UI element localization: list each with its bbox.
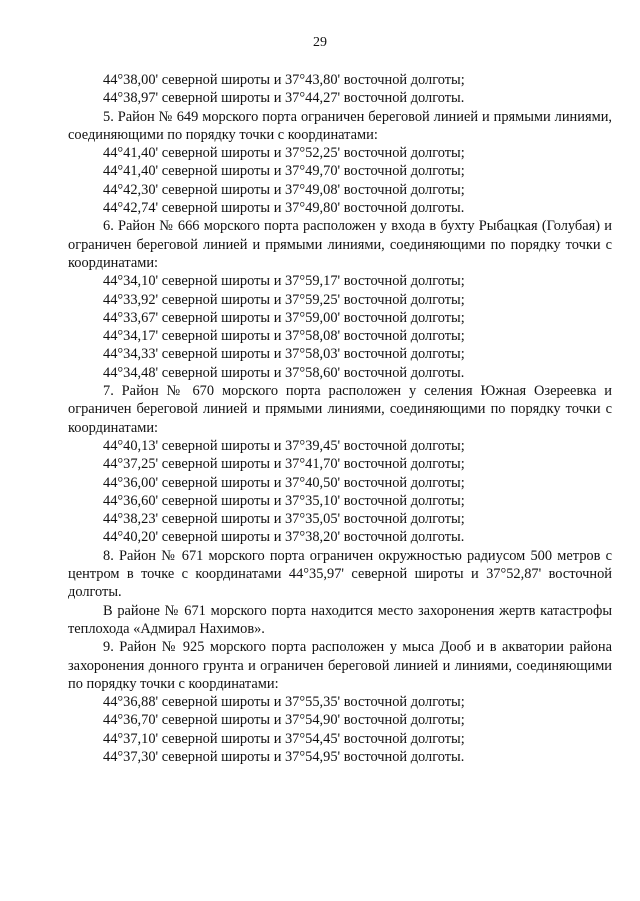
coordinate-line: 44°42,74' северной широты и 37°49,80' восточной долготы.: [103, 200, 465, 217]
coordinate-line: 44°36,88' северной широты и 37°55,35' восточной долготы;: [103, 694, 465, 711]
coordinate-line: 44°34,10' северной широты и 37°59,17' восточной долготы;: [103, 273, 465, 290]
section-paragraph: 7. Район № 670 морского порта расположен у селения Южная Озереевка и ограничен береговой линией и прямыми линиями, соединяющими по порядку точки с координатами:: [68, 383, 612, 436]
coordinate-line: 44°33,67' северной широты и 37°59,00' восточной долготы;: [103, 309, 465, 326]
page-number: 29: [313, 35, 327, 50]
coordinate-line: 44°36,60' северной широты и 37°35,10' восточной долготы;: [103, 492, 465, 509]
coordinate-line: 44°41,40' северной широты и 37°52,25' восточной долготы;: [103, 145, 465, 162]
coordinate-line: 44°42,30' северной широты и 37°49,08' восточной долготы;: [103, 181, 465, 198]
section-paragraph: В районе № 671 морского порта находится место захоронения жертв катастрофы теплохода «Адмирал Нахимов».: [68, 602, 612, 637]
coordinate-line: 44°36,70' северной широты и 37°54,90' восточной долготы;: [103, 712, 465, 729]
section-paragraph: 6. Район № 666 морского порта расположен у входа в бухту Рыбацкая (Голубая) и ограничен береговой линией и прямыми линиями, соединяющими по порядку точки с координатами:: [68, 218, 612, 271]
coordinate-line: 44°37,30' северной широты и 37°54,95' восточной долготы.: [103, 748, 465, 765]
coordinate-line: 44°33,92' северной широты и 37°59,25' восточной долготы;: [103, 291, 465, 308]
coordinate-line: 44°40,20' северной широты и 37°38,20' восточной долготы.: [103, 529, 465, 546]
coordinate-line: 44°34,17' северной широты и 37°58,08' восточной долготы;: [103, 328, 465, 345]
document-body: [68, 71, 612, 766]
coordinate-line: 44°37,25' северной широты и 37°41,70' восточной долготы;: [103, 456, 465, 473]
section-paragraph: 9. Район № 925 морского порта расположен у мыса Дооб и в акватории района захоронения донного грунта и ограничен береговой линией и линиями, соединяющими по порядку точки с координатами:: [68, 639, 612, 692]
coordinate-line: 44°38,23' северной широты и 37°35,05' восточной долготы;: [103, 511, 465, 528]
coordinate-line: 44°34,48' северной широты и 37°58,60' восточной долготы.: [103, 364, 465, 381]
coordinate-line: 44°37,10' северной широты и 37°54,45' восточной долготы;: [103, 730, 465, 747]
coordinate-line: 44°41,40' северной широты и 37°49,70' восточной долготы;: [103, 163, 465, 180]
section-paragraph: 8. Район № 671 морского порта ограничен окружностью радиусом 500 метров с центром в точке с координатами 44°35,97' северной широты и 37°52,87' восточной долготы.: [68, 547, 612, 601]
coordinate-line: 44°38,97' северной широты и 37°44,27' восточной долготы.: [103, 90, 465, 107]
coordinate-line: 44°34,33' северной широты и 37°58,03' восточной долготы;: [103, 346, 465, 363]
coordinate-line: 44°36,00' северной широты и 37°40,50' восточной долготы;: [103, 474, 465, 491]
coordinate-line: 44°40,13' северной широты и 37°39,45' восточной долготы;: [103, 437, 465, 454]
coordinate-line: 44°38,00' северной широты и 37°43,80' восточной долготы;: [103, 72, 465, 88]
section-paragraph: 5. Район № 649 морского порта ограничен береговой линией и прямыми линиями, соединяющими по порядку точки с координатами:: [68, 108, 612, 143]
